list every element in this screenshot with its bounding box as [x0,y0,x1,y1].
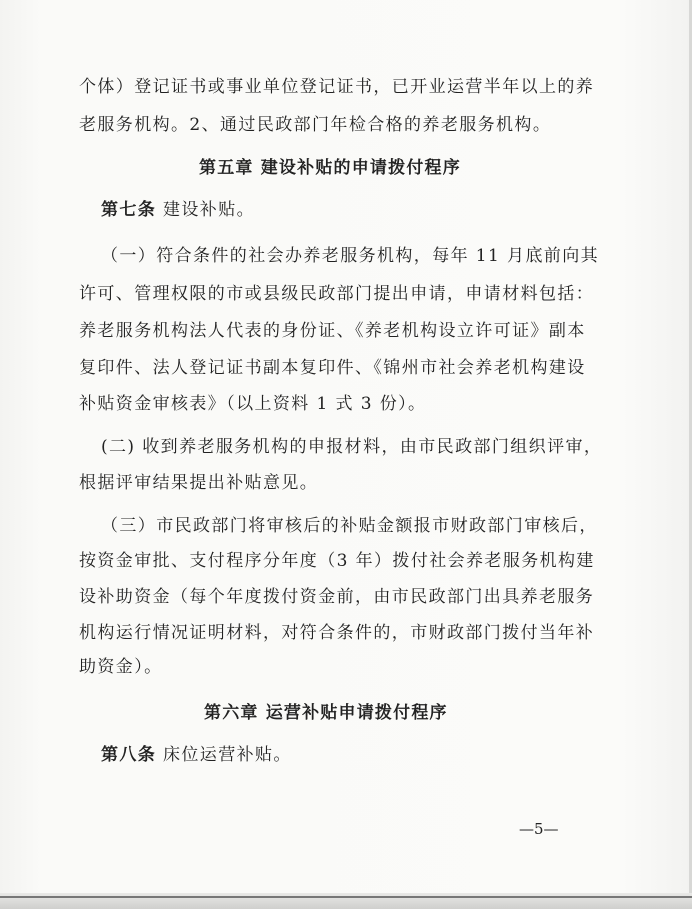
body-text-line: （三）市民政部门将审核后的补贴金额报市财政部门审核后， [101,516,598,536]
body-text-line: 养老服务机构法人代表的身份证、《养老机构设立许可证》副本 [79,321,586,341]
article-heading [101,744,292,766]
chapter-heading: 第六章 运营补贴申请拨付程序 [204,703,448,723]
article-label: 第八条 [101,745,157,765]
body-text-line: 个体）登记证书或事业单位登记证书，已开业运营半年以上的养 [79,77,595,97]
scan-edge [0,893,692,909]
body-text-line: 复印件、法人登记证书副本复印件、《锦州市社会养老机构建设 [79,358,586,378]
body-text-line: 许可、管理权限的市或县级民政部门提出申请，申请材料包括： [79,284,595,304]
body-text-line: 老服务机构。2、通过民政部门年检合格的养老服务机构。 [79,115,552,135]
body-text-line: 机构运行情况证明材料，对符合条件的，市财政部门拨付当年补 [79,623,595,643]
body-text-line: 助资金）。 [79,657,163,677]
body-text-line: （一）符合条件的社会办养老服务机构，每年 11 月底前向其 [101,246,600,266]
article-heading [101,199,255,221]
body-text-line: 补贴资金审核表》（以上资料 1 式 3 份）。 [79,394,427,414]
article-label: 第七条 [101,200,157,220]
article-title: 床位运营补贴。 [156,745,292,765]
body-text-line: 按资金审批、支付程序分年度（3 年）拨付社会养老服务机构建 [79,551,595,571]
chapter-heading: 第五章 建设补贴的申请拨付程序 [199,158,461,178]
body-text-line: 设补助资金（每个年度拨付资金前，由市民政部门出具养老服务 [79,587,595,607]
page-number: —5— [519,820,559,838]
body-text-line: 根据评审结果提出补贴意见。 [79,473,319,493]
body-text-line: (二) 收到养老服务机构的申报材料，由市民政部门组织评审， [101,437,603,457]
article-title: 建设补贴。 [156,200,256,220]
